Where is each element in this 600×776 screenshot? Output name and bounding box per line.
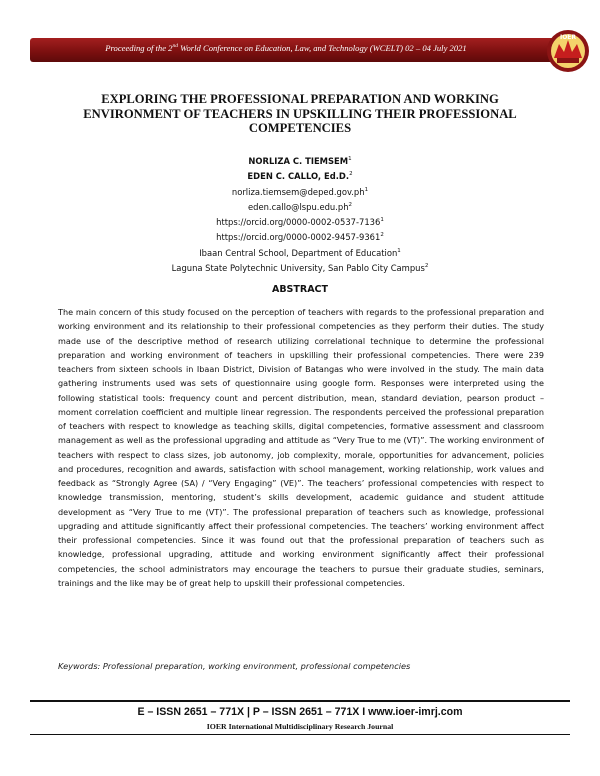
orcid-1: https://orcid.org/0000-0002-0537-7136$^1$ bbox=[216, 216, 384, 227]
paper-title: EXPLORING THE PROFESSIONAL PREPARATION AND WORKING ENVIRONMENT OF TEACHERS IN UPSKILLING THEIR PROFESSIONAL COMPETENCIES bbox=[83, 92, 517, 135]
affiliation-1: Ibaan Central School, Department of Education$^1$ bbox=[199, 247, 401, 258]
abstract-body: The main concern of this study focused on the perception of teachers with regards to the professional preparation and working environment and its relationship to their professional competencies as they perform their duties. The study made use of the descriptive method of research utilizing correlational technique to determine the professional preparation and working environment of teachers in upskilling their professional competencies. There were 239 teachers from sixteen schools in Ibaan District, Division of Batangas who were involved in the study. The main data gathering instruments used was sets of questionnaire using google form. Responses were interpreted using the following statistical tools: frequency count and percent distribution, mean, standard deviation, pearson product – moment correlation coefficient and multiple linear regression. The respondents perceived the professional preparation of teachers with respect to knowledge as teaching skills, digital competencies, formative assessment and classroom management as well as the professional upgrading and attitude as “Very True to me (VT)”. The working environment of teachers with respect to class sizes, job autonomy, job complexity, morale, opportunities for advancement, policies and procedures, recognition and awards, satisfaction with school management, working relationship, work values and feedback as “Strongly Agree (SA) / “Very Engaging” (VE)”. The teachers’ professional competencies with respect to knowledge transmission, mentoring, student’s skills development, academic guidance and student attitude development as “Very True to me (VT)”. The professional preparation of teachers such as knowledge, professional upgrading and attitude significantly affect their professional competencies. The teachers’ working environment affect their professional competencies. Since it was found out that the professional preparation of teachers such as knowledge, professional upgrading, attitude and working environment significantly affect their professional competencies, the school administrators may encourage the teachers to pursue their graduate studies, seminars, trainings and the like may be of great help to upskill their professional competencies. bbox=[58, 307, 544, 588]
footer-divider-top bbox=[30, 700, 570, 702]
ioer-logo bbox=[545, 28, 591, 74]
footer-issn: E – ISSN 2651 – 771X | P – ISSN 2651 – 771X I www.ioer-imrj.com bbox=[137, 706, 463, 718]
abstract-heading: ABSTRACT bbox=[271, 284, 329, 295]
author-block bbox=[120, 153, 480, 275]
keywords: Keywords: Professional preparation, working environment, professional competencies bbox=[58, 661, 411, 671]
email-1: $norliza.tiemsem@deped.gov.ph^1$ bbox=[231, 186, 369, 197]
footer-journal-name: IOER International Multidisciplinary Research Journal bbox=[206, 722, 394, 731]
orcid-2: https://orcid.org/0000-0002-9457-9361$^2$ bbox=[216, 232, 384, 243]
author-2: EDEN C. CALLO, Ed.D.$^2$ bbox=[247, 171, 353, 182]
svg-text:IOER: IOER bbox=[559, 34, 577, 41]
conference-header-text: Proceeding of the 2nd World Conference on Education, Law, and Technology (WCELT) 02 – 04 July 2021 bbox=[105, 43, 467, 53]
affiliation-2: Laguna State Polytechnic University, San Pablo City Campus$^2$ bbox=[171, 262, 429, 273]
author-1: NORLIZA C. TIEMSEM$^1$ bbox=[248, 155, 352, 166]
footer-divider-bottom bbox=[30, 734, 570, 735]
email-2: $eden.callo@lspu.edu.ph^2$ bbox=[247, 201, 353, 212]
